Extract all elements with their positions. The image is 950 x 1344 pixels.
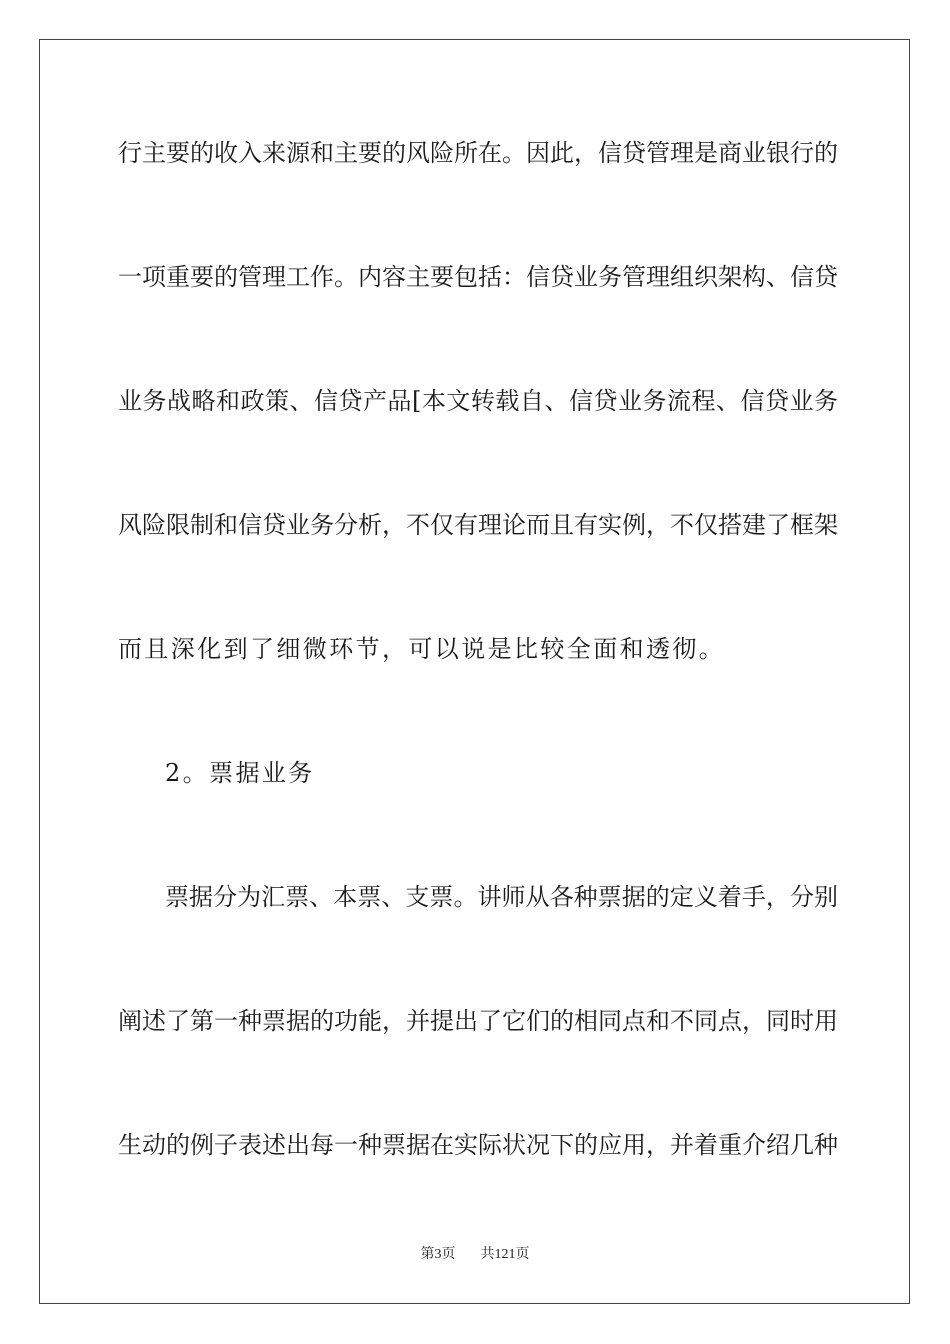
page-footer [0,1246,950,1264]
paragraph-line: 风险限制和信贷业务分析，不仅有理论而且有实例，不仅搭建了框架 [118,511,838,539]
paragraph-line: 票据分为汇票、本票、支票。讲师从各种票据的定义着手，分别 [165,883,838,911]
page-number: 第3页 [420,1247,456,1262]
paragraph-line: 一项重要的管理工作。内容主要包括：信贷业务管理组织架构、信贷 [118,263,838,291]
paragraph-line: 业务战略和政策、信贷产品[本文转载自、信贷业务流程、信贷业务 [118,387,838,415]
paragraph-line: 阐述了第一种票据的功能，并提出了它们的相同点和不同点，同时用 [118,1007,838,1035]
page-total: 共121页 [480,1247,530,1262]
paragraph-line: 行主要的收入来源和主要的风险所在。因此，信贷管理是商业银行的 [118,139,838,167]
page-border [39,39,910,1304]
paragraph-line: 而且深化到了细微环节，可以说是比较全面和透彻。 [118,635,726,663]
section-heading: 2。票据业务 [165,759,315,787]
paragraph-line: 生动的例子表述出每一种票据在实际状况下的应用，并着重介绍几种 [118,1131,838,1159]
